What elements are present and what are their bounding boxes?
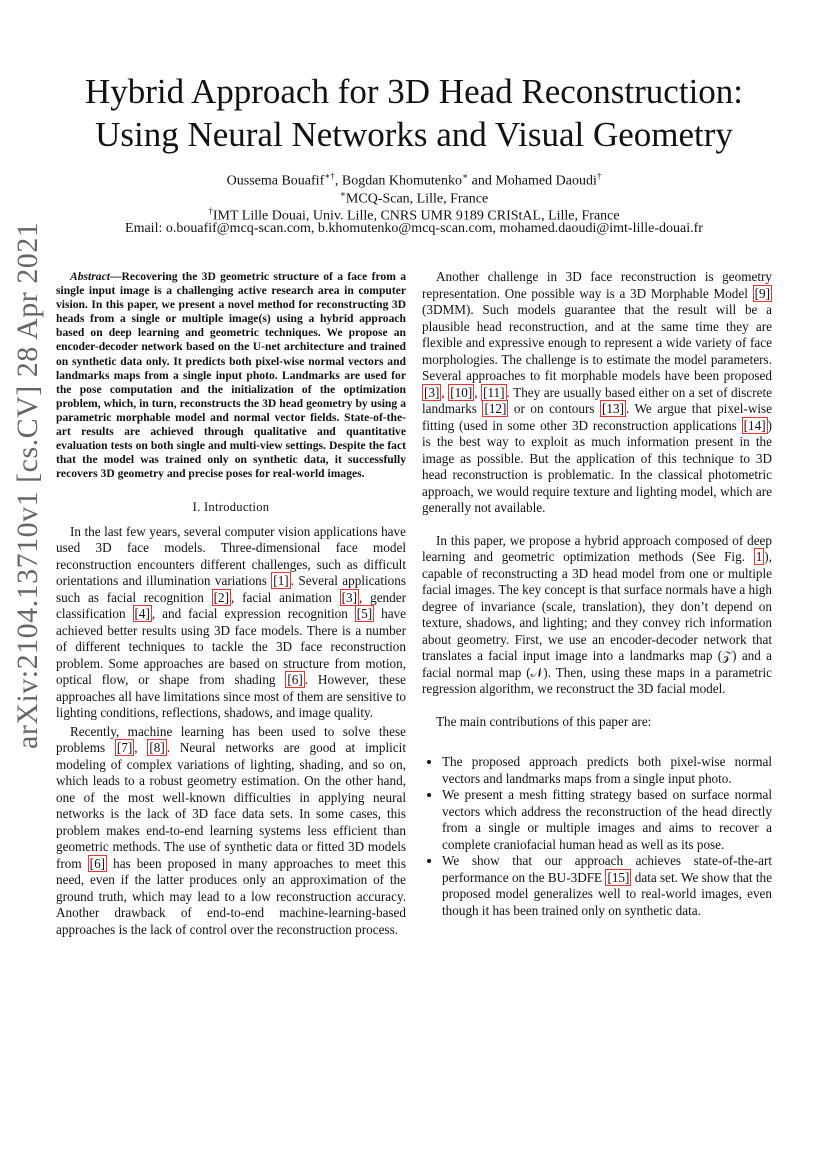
- citation-15[interactable]: [15]: [607, 869, 630, 885]
- paper-title: [70, 70, 758, 156]
- section-heading-introduction: I. Introduction: [192, 500, 270, 515]
- author-1-marks: ∗†: [324, 171, 335, 181]
- contributions-intro: The main contributions of this paper are:: [436, 713, 652, 729]
- left-column: [56, 270, 406, 938]
- abstract: [56, 270, 406, 481]
- citation-1[interactable]: [1]: [273, 573, 289, 589]
- citation-11[interactable]: [11]: [483, 384, 505, 400]
- author-3-marks: †: [596, 171, 602, 181]
- citation-14[interactable]: [14]: [743, 417, 766, 433]
- citation-9[interactable]: [9]: [754, 285, 770, 301]
- author-2-marks: ∗: [462, 171, 469, 181]
- citation-13[interactable]: [13]: [601, 401, 624, 416]
- contribution-item-3: • We show that our approach achieves state-of-the-art performance on the BU-3DFE [15] data set. We show that the proposed model generalizes well to real-world images, even though it has been trained only on synthetic data.: [442, 853, 772, 919]
- citation-4[interactable]: [4]: [134, 606, 150, 622]
- citation-12[interactable]: [12]: [484, 401, 507, 416]
- affiliation-1-mark: ∗: [339, 189, 346, 199]
- contributions-list: [422, 754, 772, 919]
- author-1: Oussema Bouafif: [226, 173, 325, 189]
- abstract-dash: —: [109, 270, 122, 283]
- affiliation-2-text: IMT Lille Douai, Univ. Lille, CNRS UMR 9189 CRIStAL, Lille, France: [212, 208, 620, 224]
- citation-10[interactable]: [10]: [450, 384, 473, 400]
- arxiv-side-stamp: arXiv:2104.13710v1 [cs.CV] 28 Apr 2021: [11, 221, 44, 749]
- citation-6b[interactable]: [6]: [89, 855, 106, 871]
- contribution-item-2: • We present a mesh fitting strategy based on surface normal vectors which address the reconstruction of the head directly from a single or multiple images and aims to recover a complete craniofacial human head as well as its pose.: [442, 787, 772, 853]
- abstract-label: Abstract: [70, 270, 110, 283]
- citation-7[interactable]: [7]: [116, 740, 133, 756]
- affiliation-1-text: MCQ-Scan, Lille, France: [345, 191, 489, 207]
- figure-ref-1[interactable]: 1: [755, 549, 763, 564]
- author-3: and Mohamed Daoudi: [468, 173, 597, 189]
- citation-3-right[interactable]: [3]: [424, 384, 440, 400]
- author-emails: Email: o.bouafif@mcq-scan.com, b.khomutenko@mcq-scan.com, mohamed.daoudi@imt-lille-douai.fr: [125, 221, 703, 236]
- citation-5[interactable]: [5]: [356, 606, 373, 622]
- citation-3[interactable]: [3]: [341, 589, 358, 605]
- citation-2[interactable]: [2]: [213, 589, 229, 605]
- citation-8[interactable]: [8]: [149, 740, 165, 756]
- citation-6[interactable]: [6]: [287, 672, 303, 688]
- title-line-2: Using Neural Networks and Visual Geometry: [95, 115, 733, 154]
- author-2: , Bogdan Khomutenko: [334, 173, 463, 189]
- intro-paragraph-2: Recently, machine learning has been used to solve these problems [7] , [8] . Neural networks are good at implicit modeling of complex variations of lighting, shading, and so on, which leads to a robust geometry estimation. On the other hand, one of the most well-known difficulties in applying neural networks is the lack of 3D face data sets. In some cases, this problem makes end-to-end learning systems less efficient than geometric methods. The use of synthetic data or fitted 3D models from [6] has been proposed in many approaches to meet this need, even if the latter produces only an approximation of the ground truth, which may lead to a low reconstruction accuracy. Another drawback of end-to-end machine-learning-based approaches is the lack of control over the reconstruction process.: [56, 723, 406, 937]
- right-column: [422, 269, 772, 919]
- intro-paragraph-1: In the last few years, several computer vision applications have used 3D face models. Three-dimensional face model reconstruction encounters different challenges, such as difficult orientations and illumination variations [1] . Several applications such as facial recognition [2] , facial animation [3] , gender classification [4] , and facial expression recognition [5] have achieved better results using 3D face models. There is a number of different techniques to tackle the 3D face reconstruction problem. Some approaches are based on structure from motion, optical flow, or shape from shading [6] . However, these approaches all have limitations since most of them are sensitive to lighting conditions, reflections, shadows, and image quality.: [56, 523, 407, 721]
- affiliation-2-mark: †: [208, 206, 213, 216]
- title-line-1: Hybrid Approach for 3D Head Reconstruction:: [84, 72, 744, 111]
- right-paragraph-2: In this paper, we propose a hybrid approach composed of deep learning and geometric optimization methods (See Fig. 1 ), capable of reconstructing a 3D head model from one or multiple facial images. The key concept is that surface normals have a high degree of invariance (scale, translation), they don’t depend on texture, shadows, and lighting; and they convey rich information about geometry. First, we use an encoder-decoder network that translates a facial input image into a landmarks map (𝒵) and a facial normal map (𝒩). Then, using these maps in a parametric regression algorithm, we reconstruct the 3D facial model.: [422, 532, 772, 696]
- abstract-text: Recovering the 3D geometric structure of a face from a single input image is a challenging active research area in computer vision. In this paper, we present a novel method for reconstructing 3D heads from a single or multiple image(s) using a hybrid approach based on deep learning and geometric techniques. We propose an encoder-decoder network based on the U-net architecture and trained on synthetic data only. It predicts both pixel-wise normal vectors and landmarks maps from a single input photo. Landmarks are used for the pose computation and the initialization of the optimization problem, which, in turn, reconstructs the 3D head geometry by using a parametric morphable model and normal vector fields. State-of-the-art results are achieved through qualitative and quantitative evaluation tests on both single and multi-view settings. Despite the fact that the model was trained only on synthetic data, it successfully recovers 3D geometry and precise poses for real-world images.: [56, 270, 406, 481]
- right-paragraph-1: Another challenge in 3D face reconstruction is geometry representation. One possible way is a 3D Morphable Model [9] (3DMM). Such models guarantee that the result will be a plausible head reconstruction, and at the same time they are flexible and expressive enough to represent a wide variety of face morphologies. The challenge is to estimate the model parameters. Several approaches to fit morphable models have been proposed [3] , [10] , [11] . They are usually based either on a set of discrete landmarks [12] or on contours [13] . We argue that pixel-wise fitting (used in some other 3D reconstruction applications [14] ) is the best way to exploit as much information present in the image as possible. But the application of this technique to 3D head reconstruction is problematic. In the classical photometric approach, we would require texture and lighting model, which are generally not available.: [422, 269, 773, 515]
- contribution-item-1: • The proposed approach predicts both pixel-wise normal vectors and landmarks maps from a single input photo.: [442, 754, 772, 787]
